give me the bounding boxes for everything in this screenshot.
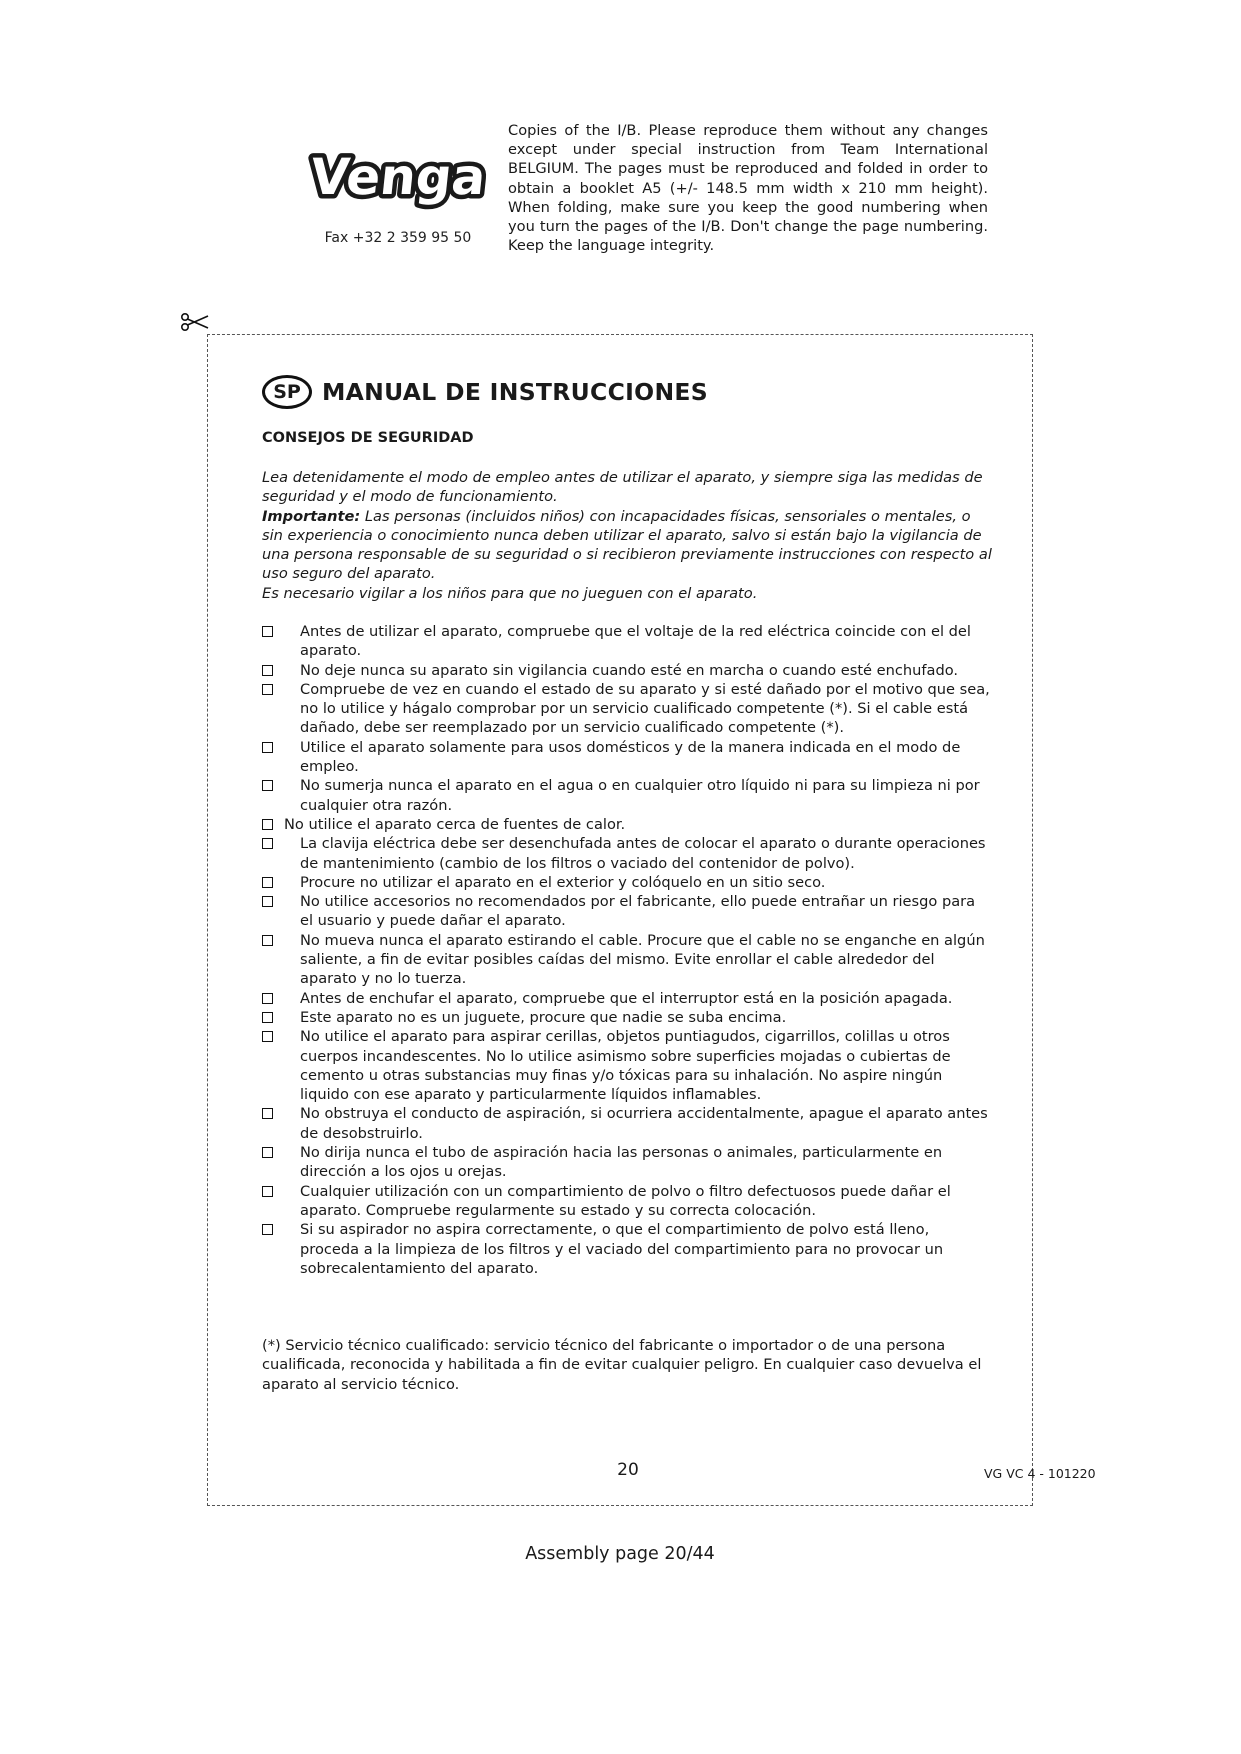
safety-rule-text: Compruebe de vez en cuando el estado de su aparato y si esté dañado por el motivo que sea, no lo utilice y hágalo comprobar por un servicio cualificado competente (*). Si el cable está dañado, debe ser reemplazado por un servicio cualificado competente (*). <box>300 680 990 737</box>
safety-rule-text: La clavija eléctrica debe ser desenchufada antes de colocar el aparato o durante operaciones de mantenimiento (cambio de los filtros o vaciado del contenidor de polvo). <box>300 835 986 872</box>
checkbox-icon <box>262 742 273 753</box>
manual-title: MANUAL DE INSTRUCCIONES <box>322 378 708 406</box>
safety-rule-text: Cualquier utilización con un compartimiento de polvo o filtro defectuosos puede dañar el aparato. Compruebe regularmente su estado y su correcta colocación. <box>300 1182 951 1219</box>
safety-rule-text: No sumerja nunca el aparato en el agua o en cualquier otro líquido ni para su limpieza ni por cualquier otra razón. <box>300 777 980 814</box>
safety-rule-text: Procure no utilizar el aparato en el exterior y colóquelo en un sitio seco. <box>300 873 826 891</box>
checkbox-icon <box>262 1031 273 1042</box>
intro-text <box>262 468 992 603</box>
safety-rules-list <box>262 622 992 1278</box>
safety-rule <box>262 622 992 661</box>
print-instructions: Copies of the I/B. Please reproduce them without any changes except under special instruction from Team International BELGIUM. The pages must be reproduced and folded in order to obtain a booklet A5 (+/- 148.5 mm width x 210 mm height). When folding, make sure you keep the good numbering when you turn the pages of the I/B. Don't change the page numbering. Keep the language integrity. <box>508 122 988 255</box>
section-heading: CONSEJOS DE SEGURIDAD <box>262 430 474 446</box>
safety-rule <box>262 1027 992 1104</box>
checkbox-icon <box>262 684 273 695</box>
safety-rule <box>262 661 992 680</box>
checkbox-icon <box>262 1224 273 1235</box>
footnote: (*) Servicio técnico cualificado: servicio técnico del fabricante o importador o de una persona cualificada, reconocida y habilitada a fin de evitar cualquier peligro. En cualquier caso devuelva el aparato al servicio técnico. <box>262 1337 982 1393</box>
important-text: Las personas (incluidos niños) con incapacidades físicas, sensoriales o mentales, o sin experiencia o conocimiento nunca deben utilizar el aparato, salvo si están bajo la vigilancia de una persona responsable de su seguridad o si recibieron previamente instrucciones con respecto al uso seguro del aparato. <box>262 507 992 583</box>
safety-rule <box>262 873 992 892</box>
checkbox-icon <box>262 993 273 1004</box>
safety-rule-text: No deje nunca su aparato sin vigilancia cuando esté en marcha o cuando esté enchufado. <box>300 661 959 679</box>
important-paragraph <box>262 507 992 584</box>
page-number: 20 <box>617 1460 639 1480</box>
safety-rule <box>262 815 992 834</box>
assembly-page-label: Assembly page 20/44 <box>525 1544 715 1564</box>
checkbox-icon <box>262 838 273 849</box>
safety-rule-text: No mueva nunca el aparato estirando el cable. Procure que el cable no se enganche en algún saliente, a fin de evitar posibles caídas del mismo. Evite enrollar el cable alrededor del aparato y no lo tuerza. <box>300 931 985 988</box>
model-code: VG VC 4 - 101220 <box>984 1466 1096 1481</box>
safety-rule-text: No utilice el aparato cerca de fuentes de calor. <box>284 815 626 833</box>
intro-paragraph: Lea detenidamente el modo de empleo antes de utilizar el aparato, y siempre siga las medidas de seguridad y el modo de funcionamiento. <box>262 469 983 506</box>
safety-rule <box>262 1220 992 1278</box>
safety-rule <box>262 738 992 777</box>
safety-rule-text: No dirija nunca el tubo de aspiración hacia las personas o animales, particularmente en dirección a los ojos u orejas. <box>300 1144 943 1181</box>
children-warning: Es necesario vigilar a los niños para que no jueguen con el aparato. <box>262 584 758 602</box>
safety-rule-text: Si su aspirador no aspira correctamente, o que el compartimiento de polvo está lleno, proceda a la limpieza de los filtros y el vaciado del compartimiento para no provocar un sobrecalentamiento del aparato. <box>300 1221 944 1277</box>
safety-rule <box>262 1104 992 1143</box>
checkbox-icon <box>262 1012 273 1023</box>
safety-rule <box>262 1182 992 1221</box>
safety-rule <box>262 989 992 1008</box>
safety-rule <box>262 931 992 989</box>
checkbox-icon <box>262 665 273 676</box>
safety-rule-text: Utilice el aparato solamente para usos domésticos y de la manera indicada en el modo de empleo. <box>300 738 961 776</box>
safety-rule-text: Antes de utilizar el aparato, compruebe que el voltaje de la red eléctrica coincide con el del aparato. <box>300 623 971 660</box>
venga-logo <box>307 138 489 216</box>
safety-rule <box>262 680 992 738</box>
safety-rule-text: No utilice accesorios no recomendados por el fabricante, ello puede entrañar un riesgo para el usuario y puede dañar el aparato. <box>300 893 976 930</box>
safety-rule-text: No utilice el aparato para aspirar cerillas, objetos puntiagudos, cigarrillos, colillas u otros cuerpos incandescentes. No lo utilice asimismo sobre superficies mojadas o cubiertas de cemento u otras substancias muy finas y/o tóxicas para su inhalación. No aspire ningún liquido con ese aparato y particularmente líquidos inflamables. <box>300 1028 951 1104</box>
safety-rule <box>262 1008 992 1027</box>
safety-rule <box>262 892 992 931</box>
safety-rule-text: No obstruya el conducto de aspiración, si ocurriera accidentalmente, apague el aparato antes de desobstruirlo. <box>300 1105 988 1142</box>
checkbox-icon <box>262 626 273 637</box>
safety-rule-text: Antes de enchufar el aparato, compruebe que el interruptor está en la posición apagada. <box>300 989 953 1007</box>
checkbox-icon <box>262 896 273 907</box>
safety-rule <box>262 1143 992 1182</box>
checkbox-icon <box>262 819 273 830</box>
scissors-icon <box>180 311 210 333</box>
language-badge: SP <box>262 375 312 409</box>
checkbox-icon <box>262 1108 273 1119</box>
safety-rule <box>262 834 992 873</box>
important-label: Importante: <box>262 507 361 525</box>
manual-title-row <box>262 375 708 409</box>
checkbox-icon <box>262 877 273 888</box>
safety-rule-text: Este aparato no es un juguete, procure que nadie se suba encima. <box>300 1008 787 1026</box>
safety-rule <box>262 776 992 815</box>
checkbox-icon <box>262 1186 273 1197</box>
logo-text: Venga <box>307 147 489 206</box>
checkbox-icon <box>262 1147 273 1158</box>
checkbox-icon <box>262 935 273 946</box>
checkbox-icon <box>262 780 273 791</box>
fax-number: Fax +32 2 359 95 50 <box>324 230 472 246</box>
